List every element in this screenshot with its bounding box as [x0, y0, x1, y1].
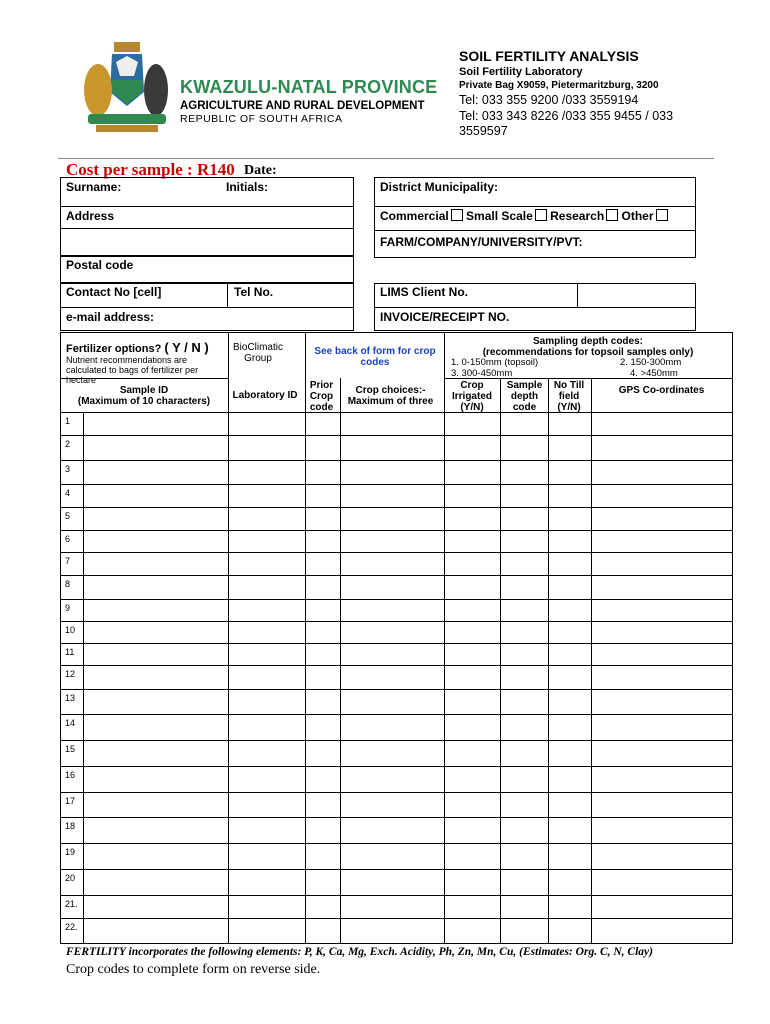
sample-id-header: Sample ID	[119, 385, 169, 396]
row-number: 22.	[65, 922, 78, 932]
see-back-note: See back of form for crop codes	[314, 346, 436, 368]
address-label: Address	[66, 209, 115, 223]
column-line	[83, 412, 84, 944]
row-number: 17	[65, 796, 76, 806]
row-number: 19	[65, 847, 76, 857]
row-number: 2	[65, 439, 71, 449]
row-number: 13	[65, 693, 76, 703]
gps-coordinates-header: GPS Co-ordinates	[618, 385, 705, 396]
sampling-depth-title: Sampling depth codes:	[532, 336, 643, 347]
row-divider-line	[60, 484, 733, 485]
lab-name: Soil Fertility Laboratory	[459, 66, 583, 78]
row-number: 7	[65, 556, 71, 566]
row-divider-line	[60, 621, 733, 622]
fertilizer-options-label: Fertilizer options? ( Y / N )	[66, 340, 209, 355]
row-number: 1	[65, 416, 71, 426]
lims-client-label: LIMS Client No.	[380, 285, 468, 299]
lab-tel-1: Tel: 033 355 9200 /033 3559194	[459, 93, 639, 107]
crop-choices-header: Crop choices:- Maximum of three	[347, 385, 434, 407]
row-number: 3	[65, 464, 71, 474]
tel-no-label: Tel No.	[234, 285, 274, 299]
province-title: KWAZULU-NATAL PROVINCE	[180, 77, 438, 97]
other-label: Other	[621, 209, 654, 223]
laboratory-id-header: Laboratory ID	[232, 390, 298, 401]
row-number: 5	[65, 511, 71, 521]
row-divider-line	[60, 599, 733, 600]
district-municipality-label: District Municipality:	[380, 180, 499, 194]
lab-tel-2: Tel: 033 343 8226 /033 355 9455 / 033 3559597	[459, 109, 674, 138]
bioclimatic-group-header: BioClimatic Group	[232, 342, 283, 364]
row-number: 21.	[65, 899, 78, 909]
row-divider-line	[60, 869, 733, 870]
research-label: Research	[550, 209, 605, 223]
republic-name: REPUBLIC OF SOUTH AFRICA	[180, 113, 343, 125]
lab-address: Private Bag X9059, Pietermaritzburg, 3200	[459, 80, 659, 91]
commercial-label: Commercial	[380, 209, 449, 223]
row-divider-line	[60, 552, 733, 553]
row-number: 9	[65, 603, 71, 613]
research-checkbox[interactable]	[606, 209, 618, 221]
depth-code-2: 2. 150-300mm	[620, 357, 682, 368]
row-number: 4	[65, 488, 71, 498]
fertility-elements-note: FERTILITY incorporates the following elements: P, K, Ca, Mg, Exch. Acidity, Ph, Zn, Mn, Cu, (Estimates: Org. C, N, Clay)	[66, 946, 653, 958]
row-divider-line	[60, 792, 733, 793]
row-number: 20	[65, 873, 76, 883]
row-divider-line	[60, 575, 733, 576]
crop-irrigated-header: Crop Irrigated (Y/N)	[451, 380, 492, 413]
row-divider-line	[60, 895, 733, 896]
row-number: 16	[65, 770, 76, 780]
surname-label: Surname:	[66, 180, 122, 194]
row-divider-line	[60, 740, 733, 741]
header-divider	[58, 158, 714, 159]
other-checkbox[interactable]	[656, 209, 668, 221]
row-number: 11	[65, 647, 75, 657]
column-line	[305, 332, 306, 944]
row-divider-line	[60, 918, 733, 919]
contact-cell-label: Contact No [cell]	[66, 285, 162, 299]
row-number: 10	[65, 625, 76, 635]
row-divider-line	[60, 530, 733, 531]
column-line	[548, 378, 549, 944]
department-name: AGRICULTURE AND RURAL DEVELOPMENT	[180, 100, 425, 112]
date-label: Date:	[244, 163, 277, 178]
row-divider-line	[60, 714, 733, 715]
row-number: 6	[65, 534, 71, 544]
sample-depth-code-header: Sample depth code	[506, 380, 543, 413]
invoice-receipt-label: INVOICE/RECEIPT NO.	[380, 310, 510, 324]
row-divider-line	[60, 412, 733, 413]
farm-company-label: FARM/COMPANY/UNIVERSITY/PVT:	[380, 235, 583, 249]
column-line	[500, 378, 501, 944]
depth-code-1: 1. 0-150mm (topsoil)	[451, 357, 539, 368]
client-type-options	[380, 209, 668, 223]
row-divider-line	[60, 460, 733, 461]
row-number: 18	[65, 821, 76, 831]
form-title: SOIL FERTILITY ANALYSIS	[459, 48, 639, 64]
depth-code-4: 4. >450mm	[630, 368, 678, 379]
row-number: 14	[65, 718, 76, 728]
column-line	[591, 378, 592, 944]
prior-crop-code-header: Prior Crop code	[309, 380, 334, 413]
column-line	[340, 378, 341, 944]
crop-codes-note: Crop codes to complete form on reverse side.	[66, 962, 321, 977]
sample-table	[60, 332, 733, 944]
sample-id-note: (Maximum of 10 characters)	[77, 396, 211, 407]
row-divider-line	[60, 665, 733, 666]
row-divider-line	[60, 843, 733, 844]
postal-code-label: Postal code	[66, 258, 134, 272]
lims-client-value[interactable]	[577, 283, 696, 308]
initials-label: Initials:	[226, 180, 269, 194]
row-divider-line	[60, 689, 733, 690]
row-divider-line	[60, 507, 733, 508]
no-till-field-header: No Till field (Y/N)	[553, 380, 585, 413]
commercial-checkbox[interactable]	[451, 209, 463, 221]
column-line	[444, 332, 445, 944]
row-number: 15	[65, 744, 76, 754]
depth-code-3: 3. 300-450mm	[451, 368, 513, 379]
sampling-depth-subtitle: (recommendations for topsoil samples only)	[482, 347, 694, 358]
row-divider-line	[60, 643, 733, 644]
nutrient-note: Nutrient recommendations are calculated to bags of fertilizer per hectare	[66, 355, 199, 385]
row-divider-line	[60, 817, 733, 818]
email-label: e-mail address:	[66, 310, 155, 324]
column-line	[228, 332, 229, 944]
row-divider-line	[60, 435, 733, 436]
coat-of-arms-logo	[78, 40, 176, 135]
row-number: 12	[65, 669, 76, 679]
row-divider-line	[60, 766, 733, 767]
cost-per-sample: Cost per sample : R140	[66, 160, 235, 179]
row-number: 8	[65, 579, 71, 589]
small-scale-label: Small Scale	[466, 209, 533, 223]
small-scale-checkbox[interactable]	[535, 209, 547, 221]
